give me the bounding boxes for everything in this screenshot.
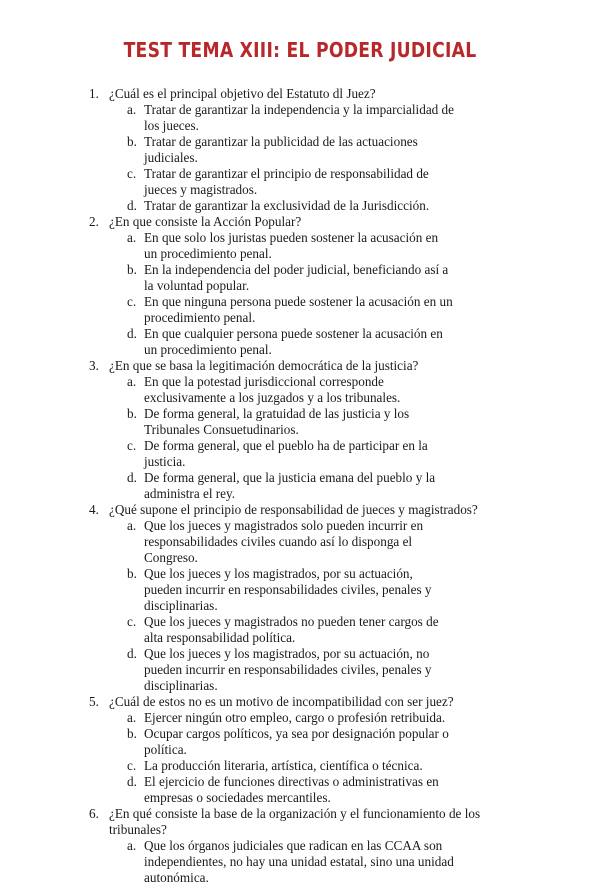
answer-option [0, 326, 530, 358]
option-text: El ejercicio de funciones directivas o administrativas en empresas o sociedades mercantiles. [144, 774, 439, 805]
option-text: Ocupar cargos políticos, ya sea por designación popular o política. [144, 726, 449, 757]
option-list [109, 710, 530, 806]
option-list [109, 374, 530, 502]
question-text: ¿En que consiste la Acción Popular? [109, 214, 302, 229]
answer-option [0, 198, 530, 214]
question-item [0, 502, 600, 694]
question-item [0, 806, 600, 886]
option-letter: d. [127, 646, 137, 661]
option-letter: d. [127, 326, 137, 341]
option-letter: c. [127, 166, 137, 181]
answer-option [0, 102, 530, 134]
question-text: ¿Cuál de estos no es un motivo de incompatibilidad con ser juez? [109, 694, 454, 709]
option-letter: d. [127, 198, 137, 213]
option-list [109, 102, 530, 214]
answer-option [0, 838, 530, 886]
option-list [109, 518, 530, 694]
answer-option [0, 438, 530, 470]
option-letter: c. [127, 614, 137, 629]
answer-option [0, 262, 530, 294]
answer-option [0, 646, 530, 694]
option-text: En que solo los juristas pueden sostener la acusación en un procedimiento penal. [144, 230, 439, 261]
answer-option [0, 134, 530, 166]
question-item [0, 358, 600, 502]
option-letter: a. [127, 102, 137, 117]
option-letter: a. [127, 710, 137, 725]
question-item [0, 214, 600, 358]
option-letter: a. [127, 374, 137, 389]
option-text: Tratar de garantizar el principio de responsabilidad de jueces y magistrados. [144, 166, 429, 197]
question-number: 3. [89, 358, 99, 373]
option-letter: c. [127, 294, 137, 309]
option-text: En que ninguna persona puede sostener la acusación en un procedimiento penal. [144, 294, 453, 325]
question-text: ¿En que se basa la legitimación democrática de la justicia? [109, 358, 419, 373]
answer-option [0, 518, 530, 566]
answer-option [0, 614, 530, 646]
option-text: De forma general, que el pueblo ha de participar en la justicia. [144, 438, 428, 469]
question-number: 1. [89, 86, 99, 101]
option-text: Ejercer ningún otro empleo, cargo o profesión retribuida. [144, 710, 446, 725]
option-letter: a. [127, 838, 137, 853]
option-letter: d. [127, 470, 137, 485]
answer-option [0, 774, 530, 806]
option-text: Que los jueces y los magistrados, por su actuación, no pueden incurrir en responsabilidades civiles, penales y disciplinarias. [144, 646, 432, 693]
answer-option [0, 406, 530, 438]
question-item [0, 694, 600, 806]
option-letter: b. [127, 566, 137, 581]
question-item [0, 86, 600, 214]
answer-option [0, 374, 530, 406]
document-title: TEST TEMA XIII: EL PODER JUDICIAL [123, 38, 477, 62]
option-text: Que los jueces y magistrados solo pueden incurrir en responsabilidades civiles cuando así lo disponga el Congreso. [144, 518, 424, 565]
question-number: 5. [89, 694, 99, 709]
option-text: En que cualquier persona puede sostener la acusación en un procedimiento penal. [144, 326, 443, 357]
option-letter: a. [127, 230, 137, 245]
question-text: ¿Qué supone el principio de responsabilidad de jueces y magistrados? [109, 502, 478, 517]
option-letter: c. [127, 758, 137, 773]
option-text: Tratar de garantizar la publicidad de las actuaciones judiciales. [144, 134, 418, 165]
option-text: De forma general, la gratuidad de las justicia y los Tribunales Consuetudinarios. [144, 406, 410, 437]
option-text: Tratar de garantizar la independencia y la imparcialidad de los jueces. [144, 102, 455, 133]
option-letter: b. [127, 134, 137, 149]
option-text: La producción literaria, artística, científica o técnica. [144, 758, 423, 773]
option-letter: d. [127, 774, 137, 789]
answer-option [0, 166, 530, 198]
option-letter: b. [127, 406, 137, 421]
answer-option [0, 710, 530, 726]
answer-option [0, 470, 530, 502]
option-letter: a. [127, 518, 137, 533]
answer-option [0, 726, 530, 758]
option-text: Que los jueces y magistrados no pueden tener cargos de alta responsabilidad política. [144, 614, 439, 645]
option-letter: c. [127, 438, 137, 453]
option-text: Que los órganos judiciales que radican en las CCAA son independientes, no hay una unidad estatal, sino una unidad autonómica. [144, 838, 454, 885]
question-number: 2. [89, 214, 99, 229]
option-letter: b. [127, 726, 137, 741]
option-text: Que los jueces y los magistrados, por su actuación, pueden incurrir en responsabilidades civiles, penales y disciplinarias. [144, 566, 432, 613]
option-text: En la independencia del poder judicial, beneficiando así a la voluntad popular. [144, 262, 449, 293]
question-number: 4. [89, 502, 99, 517]
answer-option [0, 294, 530, 326]
question-text: ¿En qué consiste la base de la organización y el funcionamiento de los tribunales? [109, 806, 481, 837]
option-text: En que la potestad jurisdiccional corresponde exclusivamente a los juzgados y a los tribunales. [144, 374, 401, 405]
option-list [109, 838, 530, 886]
option-text: Tratar de garantizar la exclusividad de la Jurisdicción. [144, 198, 430, 213]
answer-option [0, 230, 530, 262]
question-number: 6. [89, 806, 99, 821]
question-list [0, 86, 600, 886]
option-text: De forma general, que la justicia emana del pueblo y la administra el rey. [144, 470, 436, 501]
question-text: ¿Cuál es el principal objetivo del Estatuto dl Juez? [109, 86, 376, 101]
option-list [109, 230, 530, 358]
answer-option [0, 566, 530, 614]
option-letter: b. [127, 262, 137, 277]
answer-option [0, 758, 530, 774]
